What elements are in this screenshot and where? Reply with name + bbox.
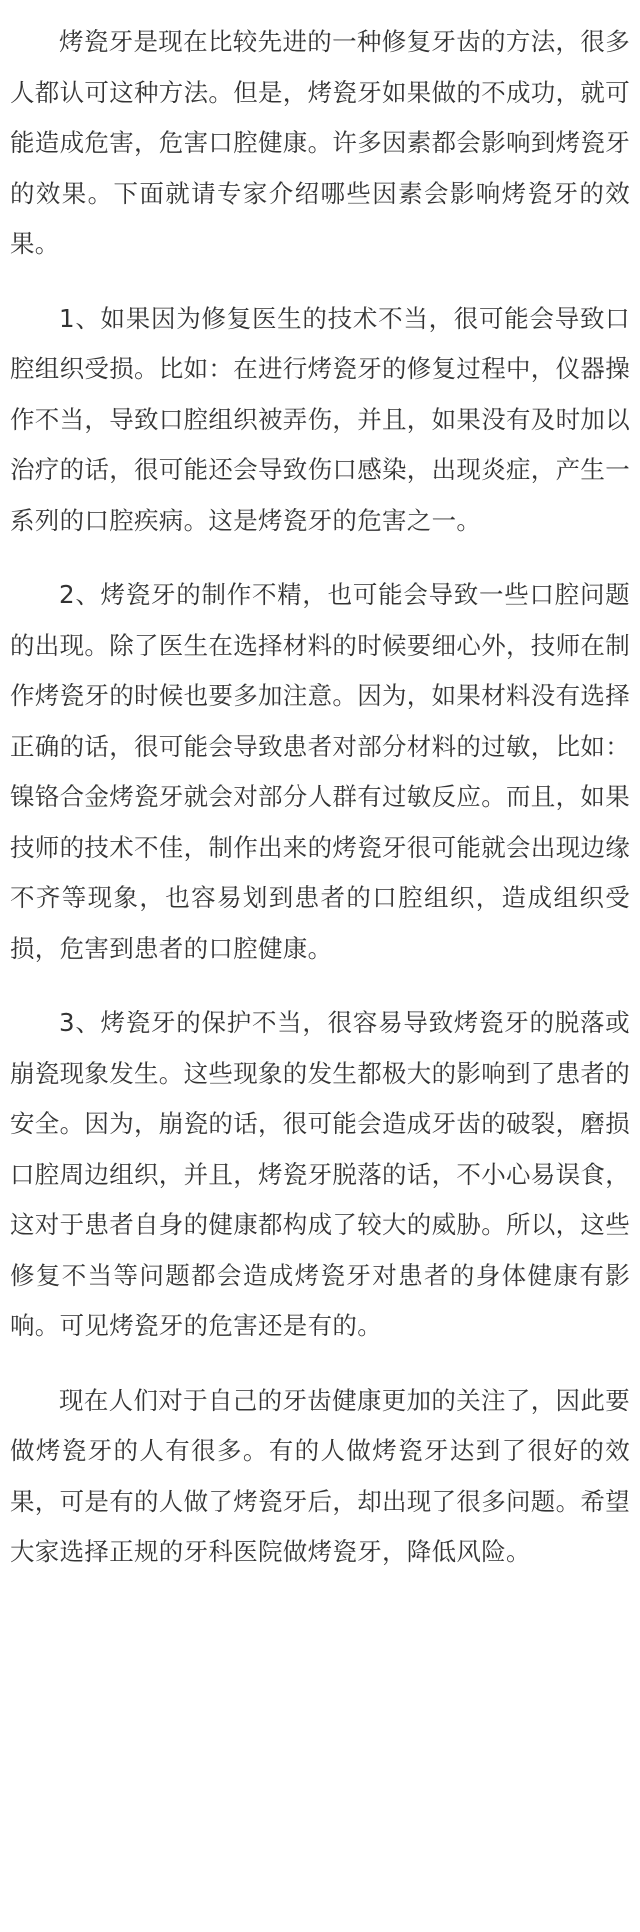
point-3-paragraph: 3、烤瓷牙的保护不当，很容易导致烤瓷牙的脱落或崩瓷现象发生。这些现象的发生都极大的影响到了患者的安全。因为，崩瓷的话，很可能会造成牙齿的破裂，磨损口腔周边组织，并且，烤瓷牙脱落的话，不小心易误食，这对于患者自身的健康都构成了较大的威胁。所以，这些修复不当等问题都会造成烤瓷牙对患者的身体健康有影响。可见烤瓷牙的危害还是有的。 (10, 1008, 630, 1340)
point-2-paragraph: 2、烤瓷牙的制作不精，也可能会导致一些口腔问题的出现。除了医生在选择材料的时候要细心外，技师在制作烤瓷牙的时候也要多加注意。因为，如果材料没有选择正确的话，很可能会导致患者对部分材料的过敏，比如：镍铬合金烤瓷牙就会对部分人群有过敏反应。而且，如果技师的技术不佳，制作出来的烤瓷牙很可能就会出现边缘不齐等现象，也容易划到患者的口腔组织，造成组织受损，危害到患者的口腔健康。 (10, 580, 630, 963)
conclusion-paragraph: 现在人们对于自己的牙齿健康更加的关注了，因此要做烤瓷牙的人有很多。有的人做烤瓷牙达到了很好的效果，可是有的人做了烤瓷牙后，却出现了很多问题。希望大家选择正规的牙科医院做烤瓷牙，降低风险。 (10, 1385, 630, 1566)
intro-paragraph: 烤瓷牙是现在比较先进的一种修复牙齿的方法，很多人都认可这种方法。但是，烤瓷牙如果做的不成功，就可能造成危害，危害口腔健康。许多因素都会影响到烤瓷牙的效果。下面就请专家介绍哪些因素会影响烤瓷牙的效果。 (10, 27, 630, 258)
point-1-paragraph: 1、如果因为修复医生的技术不当，很可能会导致口腔组织受损。比如：在进行烤瓷牙的修复过程中，仪器操作不当，导致口腔组织被弄伤，并且，如果没有及时加以治疗的话，很可能还会导致伤口感染，出现炎症，产生一系列的口腔疾病。这是烤瓷牙的危害之一。 (10, 303, 630, 535)
